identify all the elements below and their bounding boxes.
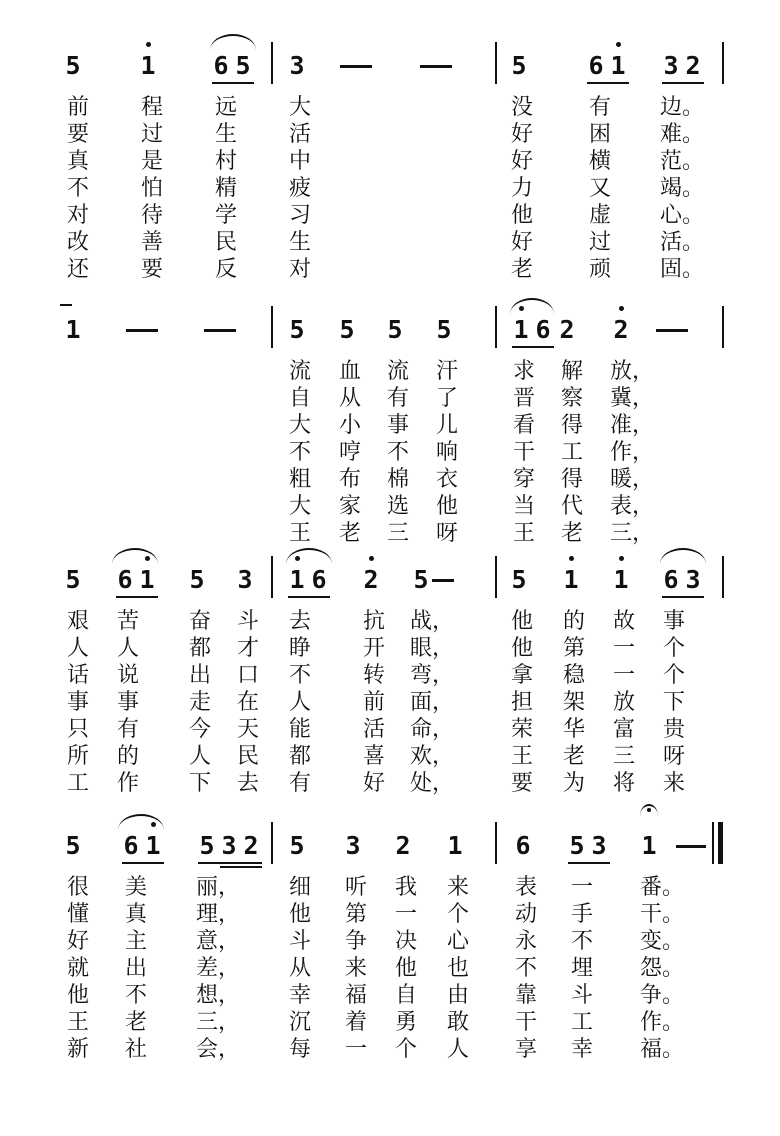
note: 3 xyxy=(289,51,305,80)
note: 5 xyxy=(65,831,81,860)
note: 6 xyxy=(117,565,133,594)
note: 5 xyxy=(189,565,205,594)
lyric-column: 求 晋 看 干 穿 当 王 xyxy=(512,359,535,546)
lyric-column: 很 懂 好 就 他 王 新 xyxy=(66,875,89,1062)
note: 6 xyxy=(515,831,531,860)
lyrics-block xyxy=(0,874,780,1074)
notation-line xyxy=(0,46,780,86)
note: 2 xyxy=(395,831,411,860)
octave-dot xyxy=(569,556,574,561)
lyric-column: 美 真 主 出 不 老 社 xyxy=(124,875,147,1062)
octave-dot xyxy=(619,556,624,561)
note: 5 xyxy=(413,565,429,594)
underline-beam xyxy=(122,862,164,864)
lyric-column: 斗 才 口 在 天 民 去 xyxy=(236,609,259,796)
underline-beam xyxy=(512,346,554,348)
sustain-dash xyxy=(432,579,454,582)
note: 6 xyxy=(311,565,327,594)
note: 5 xyxy=(65,565,81,594)
final-barline xyxy=(718,822,723,864)
barline xyxy=(271,556,273,598)
lyric-column: 血 从 小 哼 布 家 老 xyxy=(338,359,361,546)
note: 5 xyxy=(199,831,215,860)
octave-dot xyxy=(295,556,300,561)
note: 5 xyxy=(387,315,403,344)
underline-beam xyxy=(288,596,330,598)
note: 1 xyxy=(641,831,657,860)
underline-beam xyxy=(116,596,158,598)
notation-line xyxy=(0,310,780,350)
slur-mark xyxy=(510,298,554,314)
lyric-column: 奋 都 出 走 今 人 下 xyxy=(188,609,211,796)
note: 1 xyxy=(513,315,529,344)
octave-dot xyxy=(519,306,524,311)
lyric-column: 番。 干。 变。 怨。 争。 作。 福。 xyxy=(640,875,685,1062)
note: 3 xyxy=(685,565,701,594)
note: 5 xyxy=(511,565,527,594)
barline xyxy=(271,42,273,84)
lyric-column: 细 他 斗 从 幸 沉 每 xyxy=(288,875,311,1062)
note: 1 xyxy=(140,51,156,80)
lyric-column: 解 察 得 工 得 代 老 xyxy=(560,359,583,546)
lyric-column: 艰 人 话 事 只 所 工 xyxy=(66,609,89,796)
note: 3 xyxy=(663,51,679,80)
note: 3 xyxy=(221,831,237,860)
underline-beam xyxy=(662,82,704,84)
lyric-column: 听 第 争 来 福 着 一 xyxy=(344,875,367,1062)
underline-beam xyxy=(568,862,610,864)
barline xyxy=(271,306,273,348)
lyric-column: 丽， 理， 意， 差， 想， 三， 会， xyxy=(196,875,241,1062)
note: 5 xyxy=(511,51,527,80)
note: 5 xyxy=(339,315,355,344)
underline-beam xyxy=(220,866,262,868)
note: 5 xyxy=(289,315,305,344)
lyric-column: 表 动 永 不 靠 干 享 xyxy=(514,875,537,1062)
lyric-column: 前 要 真 不 对 改 还 xyxy=(66,95,89,282)
sustain-dash xyxy=(126,329,158,332)
octave-dot xyxy=(619,306,624,311)
sustain-dash xyxy=(656,329,688,332)
slur-mark xyxy=(210,34,256,50)
notation-line xyxy=(0,560,780,600)
note: 1 xyxy=(65,315,81,344)
note: 1 xyxy=(610,51,626,80)
lyric-column: 大 活 中 疲 习 生 对 xyxy=(288,95,311,282)
lyric-column: 有 困 横 又 虚 过 顽 xyxy=(588,95,611,282)
lyric-column: 汗 了 儿 响 衣 他 呀 xyxy=(435,359,458,546)
lyric-column: 我 一 决 他 自 勇 个 xyxy=(394,875,417,1062)
sustain-dash xyxy=(204,329,236,332)
lyric-column: 去 睁 不 人 能 都 有 xyxy=(288,609,311,796)
note: 3 xyxy=(345,831,361,860)
note: 1 xyxy=(145,831,161,860)
note: 1 xyxy=(139,565,155,594)
notation-line xyxy=(0,826,780,866)
underline-beam xyxy=(587,82,629,84)
slur-mark xyxy=(118,814,164,830)
lyric-column: 流 自 大 不 粗 大 王 xyxy=(288,359,311,546)
lyric-column: 事 个 个 下 贵 呀 来 xyxy=(662,609,685,796)
lyric-column: 故 一 一 放 富 三 将 xyxy=(612,609,635,796)
note: 1 xyxy=(289,565,305,594)
note: 2 xyxy=(559,315,575,344)
octave-dot xyxy=(616,42,621,47)
octave-dot xyxy=(145,556,150,561)
lyric-column: 抗 开 转 前 活 喜 好 xyxy=(362,609,385,796)
sustain-dash xyxy=(340,65,372,68)
note: 5 xyxy=(235,51,251,80)
underline-beam xyxy=(198,862,262,864)
note: 1 xyxy=(563,565,579,594)
octave-dot xyxy=(151,822,156,827)
note: 2 xyxy=(243,831,259,860)
barline xyxy=(722,42,724,84)
barline xyxy=(495,556,497,598)
tie-mark xyxy=(60,304,72,306)
note: 6 xyxy=(663,565,679,594)
lyric-column: 的 第 稳 架 华 老 为 xyxy=(562,609,585,796)
note: 3 xyxy=(591,831,607,860)
note: 2 xyxy=(613,315,629,344)
note: 5 xyxy=(65,51,81,80)
note: 2 xyxy=(685,51,701,80)
lyrics-block xyxy=(0,358,780,558)
lyric-column: 苦 人 说 事 有 的 作 xyxy=(116,609,139,796)
note: 5 xyxy=(569,831,585,860)
lyric-column: 边。 难。 范。 竭。 心。 活。 固。 xyxy=(660,95,705,282)
lyric-column: 战， 眼， 弯， 面， 命， 欢， 处， xyxy=(410,609,455,796)
note: 3 xyxy=(237,565,253,594)
underline-beam xyxy=(212,82,254,84)
note: 6 xyxy=(123,831,139,860)
lyric-column: 没 好 好 力 他 好 老 xyxy=(510,95,533,282)
sustain-dash xyxy=(420,65,452,68)
note: 5 xyxy=(436,315,452,344)
lyrics-block xyxy=(0,608,780,808)
octave-dot xyxy=(146,42,151,47)
sustain-dash xyxy=(676,845,706,848)
lyric-column: 程 过 是 怕 待 善 要 xyxy=(140,95,163,282)
barline xyxy=(712,822,714,864)
note: 1 xyxy=(447,831,463,860)
barline xyxy=(495,822,497,864)
lyric-column: 流 有 事 不 棉 选 三 xyxy=(386,359,409,546)
octave-dot xyxy=(369,556,374,561)
lyrics-block xyxy=(0,94,780,294)
barline xyxy=(495,306,497,348)
underline-beam xyxy=(662,596,704,598)
lyric-column: 远 生 村 精 学 民 反 xyxy=(214,95,237,282)
barline xyxy=(495,42,497,84)
lyric-column: 来 个 心 也 由 敢 人 xyxy=(446,875,469,1062)
note: 1 xyxy=(613,565,629,594)
note: 6 xyxy=(213,51,229,80)
note: 2 xyxy=(363,565,379,594)
lyric-column: 放， 冀， 准， 作， 暖， 表， 三， xyxy=(610,359,655,546)
barline xyxy=(271,822,273,864)
note: 6 xyxy=(588,51,604,80)
lyric-column: 他 他 拿 担 荣 王 要 xyxy=(510,609,533,796)
note: 6 xyxy=(535,315,551,344)
lyric-column: 一 手 不 埋 斗 工 幸 xyxy=(570,875,593,1062)
barline xyxy=(722,556,724,598)
barline xyxy=(722,306,724,348)
note: 5 xyxy=(289,831,305,860)
